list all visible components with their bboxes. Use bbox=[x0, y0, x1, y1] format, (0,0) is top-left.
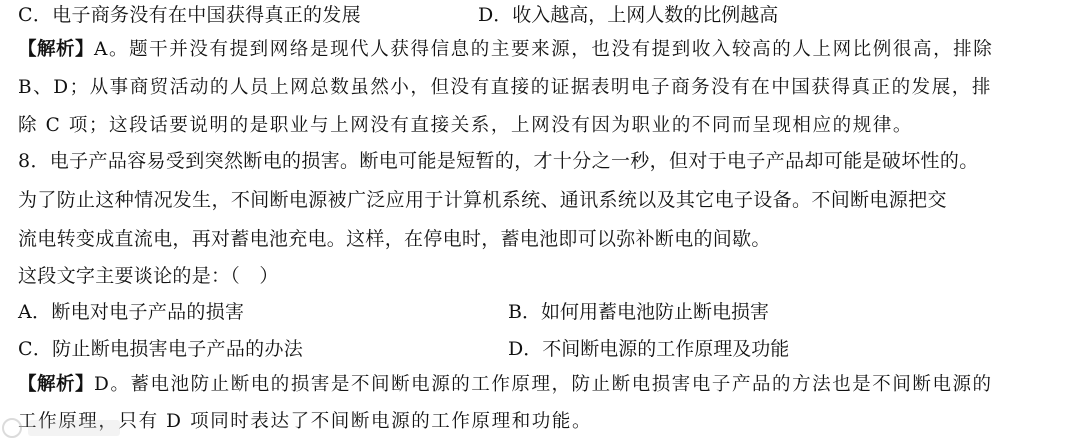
question-8-line-2: 为了防止这种情况发生，不间断电源被广泛应用于计算机系统、通讯系统以及其它电子设备。不间断电源把交 bbox=[18, 189, 947, 211]
option-c-previous: C．电子商务没有在中国获得真正的发展 bbox=[18, 4, 361, 26]
analysis-tag: 【解析】 bbox=[18, 39, 95, 60]
option-d: D．不间断电源的工作原理及功能 bbox=[508, 338, 790, 360]
watermark-logo bbox=[0, 414, 130, 442]
analysis-2-text-1: D。蓄电池防止断电的损害是不间断电源的工作原理，防止断电损害电子产品的方法也是不间断电源的 bbox=[94, 374, 993, 395]
analysis-1-line-2: B、D；从事商贸活动的人员上网总数虽然小，但没有直接的证据表明电子商务没有在中国获得真正的发展，排 bbox=[18, 77, 992, 98]
option-d-previous: D．收入越高，上网人数的比例越高 bbox=[478, 4, 779, 26]
option-a: A．断电对电子产品的损害 bbox=[18, 301, 245, 323]
analysis-1-line-1 bbox=[18, 37, 993, 63]
option-c: C．防止断电损害电子产品的办法 bbox=[18, 338, 304, 360]
analysis-2-line-1 bbox=[18, 372, 993, 398]
analysis-1-text-1: A。题干并没有提到网络是现代人获得信息的主要来源，也没有提到收入较高的人上网比例很高，排除 bbox=[94, 39, 994, 60]
question-8-line-1: 8．电子产品容易受到突然断电的损害。断电可能是短暂的，才十分之一秒，但对于电子产品却可能是破坏性的。 bbox=[18, 150, 979, 172]
analysis-1-line-3: 除 C 项；这段话要说明的是职业与上网没有直接关系，上网没有因为职业的不同而呈现相应的规律。 bbox=[18, 115, 914, 136]
question-8-prompt: 这段文字主要谈论的是：（ ） bbox=[18, 265, 279, 287]
analysis-2-line-2: 工作原理，只有 D 项同时表达了不间断电源的工作原理和功能。 bbox=[18, 411, 593, 432]
analysis-tag: 【解析】 bbox=[18, 374, 95, 395]
question-8-line-3: 流电转变成直流电，再对蓄电池充电。这样，在停电时，蓄电池即可以弥补断电的间歇。 bbox=[18, 228, 771, 250]
option-b: B．如何用蓄电池防止断电损害 bbox=[508, 301, 769, 323]
